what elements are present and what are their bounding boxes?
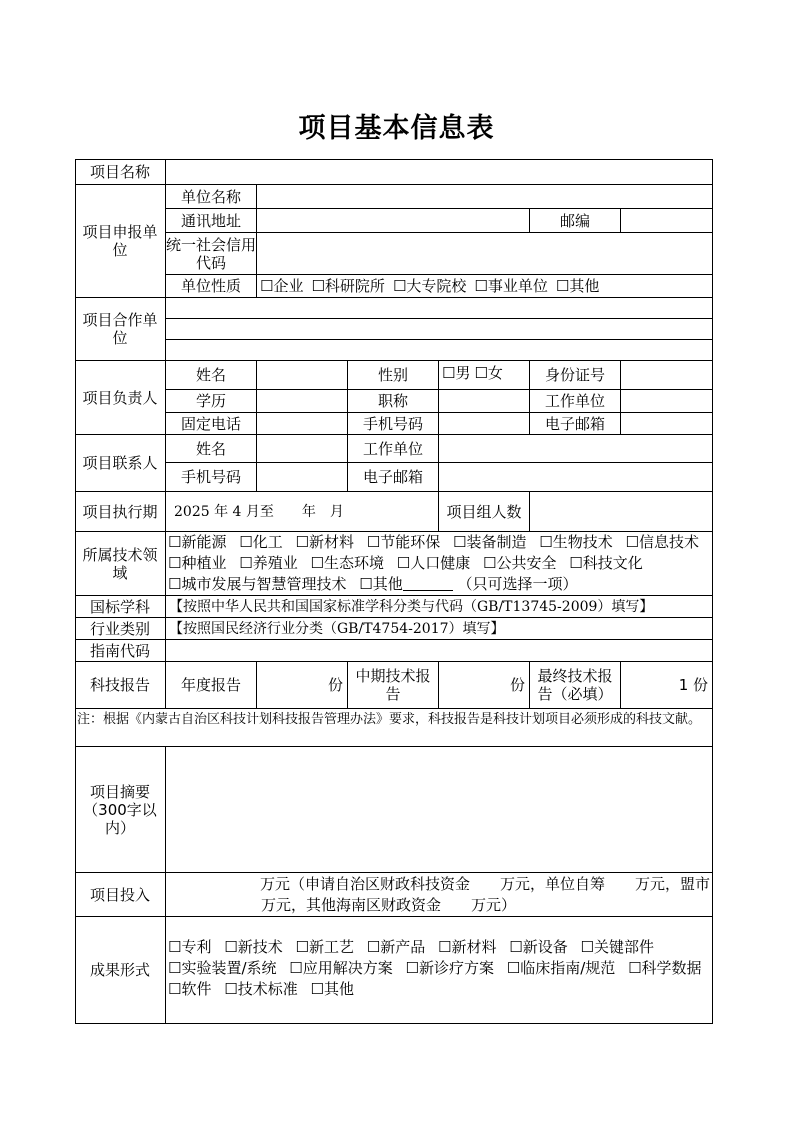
report-note: 注：根据《内蒙古自治区科技计划科技报告管理办法》要求，科技报告是科技计划项目必须形成的科技文献。: [77, 712, 702, 727]
field-contact-mobile[interactable]: [257, 463, 348, 492]
option-public-safety[interactable]: ☐公共安全: [483, 554, 557, 572]
other-blank-line[interactable]: [403, 576, 453, 591]
label-unit-nature: 单位性质: [166, 275, 257, 298]
option-equipment[interactable]: ☐装备制造: [453, 533, 527, 551]
label-discipline: 国标学科: [75, 596, 166, 618]
field-final-report-copies[interactable]: 1 份: [621, 662, 713, 709]
label-mid-report: 中期技术报告: [348, 662, 439, 709]
label-annual-report: 年度报告: [166, 662, 257, 709]
checkbox-icon: ☐: [310, 554, 324, 572]
label-contact-mobile: 手机号码: [166, 463, 257, 492]
field-unit-name[interactable]: [257, 185, 713, 209]
option-new-process[interactable]: ☐新工艺: [295, 938, 354, 956]
checkbox-icon: ☐: [366, 533, 381, 551]
field-id-number[interactable]: [621, 361, 713, 390]
label-contact-work-unit: 工作单位: [348, 435, 439, 463]
option-experiment-system[interactable]: ☐实验装置/系统: [168, 959, 277, 977]
option-outcome-new-material[interactable]: ☐新材料: [438, 938, 497, 956]
option-public-institution[interactable]: ☐事业单位: [474, 277, 548, 295]
checkbox-icon: ☐: [569, 554, 583, 572]
label-id-number: 身份证号: [530, 361, 621, 390]
checkbox-icon: ☐: [474, 364, 488, 382]
field-leader-name[interactable]: [257, 361, 348, 390]
option-college[interactable]: ☐大专院校: [392, 277, 467, 295]
label-industry: 行业类别: [75, 618, 166, 640]
checkbox-icon: ☐: [224, 938, 238, 956]
checkbox-icon: ☐: [453, 533, 467, 551]
label-abstract: 项目摘要（300字以内）: [75, 747, 166, 873]
option-sci-culture[interactable]: ☐科技文化: [569, 554, 643, 572]
checkbox-icon: ☐: [483, 554, 497, 572]
field-partner-unit-2[interactable]: [166, 319, 713, 340]
checkbox-icon: ☐: [509, 938, 523, 956]
checkbox-icon: ☐: [438, 938, 452, 956]
checkbox-icon: ☐: [289, 959, 303, 977]
label-final-report: 最终技术报告（必填）: [530, 662, 621, 709]
label-credit-code: 统一社会信用代码: [166, 233, 257, 275]
checkbox-icon: ☐: [539, 533, 553, 551]
label-contact-name: 姓名: [166, 435, 257, 463]
investment-line-1: 万元（申请自治区财政科技资金 万元，单位自筹 万元，盟市: [259, 875, 710, 893]
option-treatment[interactable]: ☐新诊疗方案: [405, 959, 495, 977]
checkbox-icon: ☐: [168, 575, 182, 593]
field-mid-report-copies[interactable]: 份: [439, 662, 530, 709]
option-breeding[interactable]: ☐养殖业: [239, 554, 298, 572]
field-partner-unit-1[interactable]: [166, 298, 713, 319]
checkbox-icon: ☐: [474, 277, 488, 295]
field-industry[interactable]: 【按照国民经济行业分类（GB/T4754-2017）填写】: [166, 618, 713, 640]
checkbox-icon: ☐: [580, 938, 594, 956]
option-ecology[interactable]: ☐生态环境: [310, 554, 384, 572]
option-biotech[interactable]: ☐生物技术: [539, 533, 613, 551]
option-other[interactable]: ☐其他: [555, 277, 600, 295]
label-landline: 固定电话: [166, 413, 257, 435]
checkbox-icon: ☐: [224, 980, 238, 998]
checkbox-icon: ☐: [295, 938, 309, 956]
option-info-tech[interactable]: ☐信息技术: [625, 533, 699, 551]
checkbox-icon: ☐: [168, 533, 182, 551]
label-unit-name: 单位名称: [166, 185, 257, 209]
investment-line-2: 万元，其他海南区财政资金 万元）: [261, 896, 517, 914]
form-title: 项目基本信息表: [298, 113, 495, 144]
gender-options: [439, 361, 530, 390]
checkbox-icon: ☐: [168, 554, 182, 572]
checkbox-icon: ☐: [310, 980, 324, 998]
checkbox-icon: ☐: [396, 554, 411, 572]
field-education[interactable]: [257, 390, 348, 413]
option-new-tech[interactable]: ☐新技术: [224, 938, 283, 956]
option-sci-data[interactable]: ☐科学数据: [628, 959, 702, 977]
checkbox-icon: ☐: [239, 554, 253, 572]
label-outcome: 成果形式: [75, 917, 166, 1024]
field-job-title[interactable]: [439, 390, 530, 413]
checkbox-icon: ☐: [311, 277, 325, 295]
label-leader-email: 电子邮箱: [530, 413, 621, 435]
checkbox-icon: ☐: [260, 277, 274, 295]
label-address: 通讯地址: [166, 209, 257, 233]
checkbox-icon: ☐: [168, 959, 182, 977]
label-leader-work-unit: 工作单位: [530, 390, 621, 413]
option-solution[interactable]: ☐应用解决方案: [289, 959, 393, 977]
checkbox-icon: ☐: [625, 533, 639, 551]
outcome-options: [166, 917, 713, 1024]
checkbox-icon: ☐: [628, 959, 642, 977]
field-guide-code[interactable]: [166, 640, 713, 662]
option-outcome-other[interactable]: ☐其他: [310, 980, 354, 998]
field-contact-name[interactable]: [257, 435, 348, 463]
option-clinical-guide[interactable]: ☐临床指南/规范: [506, 959, 616, 977]
checkbox-icon: ☐: [168, 938, 182, 956]
unit-nature-options: [257, 275, 713, 298]
label-education: 学历: [166, 390, 257, 413]
label-project-name: 项目名称: [75, 159, 166, 185]
option-energy-saving[interactable]: ☐节能环保: [366, 533, 441, 551]
field-contact-work-unit[interactable]: [439, 435, 713, 463]
field-leader-work-unit[interactable]: [621, 390, 713, 413]
label-leader-gender: 性别: [348, 361, 439, 390]
option-health[interactable]: ☐人口健康: [396, 554, 471, 572]
checkbox-icon: ☐: [295, 533, 309, 551]
label-postcode: 邮编: [530, 209, 621, 233]
option-enterprise[interactable]: ☐企业: [260, 277, 304, 295]
field-contact-email[interactable]: [439, 463, 713, 492]
checkbox-icon: ☐: [506, 959, 521, 977]
field-address[interactable]: [257, 209, 530, 233]
field-investment[interactable]: [166, 873, 713, 917]
option-key-component[interactable]: ☐关键部件: [580, 938, 654, 956]
checkbox-icon: ☐: [359, 575, 373, 593]
field-team-size[interactable]: [530, 492, 713, 532]
tech-field-note: （只可选择一项）: [457, 575, 578, 593]
field-postcode[interactable]: [621, 209, 713, 233]
checkbox-icon: ☐: [442, 364, 456, 382]
label-team-size: 项目组人数: [439, 492, 530, 532]
checkbox-icon: ☐: [239, 533, 253, 551]
checkbox-icon: ☐: [168, 980, 182, 998]
label-period: 项目执行期: [75, 492, 166, 532]
label-contact-email: 电子邮箱: [348, 463, 439, 492]
tech-field-options: [166, 532, 713, 596]
field-project-name[interactable]: [166, 159, 713, 185]
label-leader-mobile: 手机号码: [348, 413, 439, 435]
label-tech-field: 所属技术领域: [75, 532, 166, 596]
field-landline[interactable]: [257, 413, 348, 435]
label-tech-report: 科技报告: [75, 662, 166, 709]
field-partner-unit-3[interactable]: [166, 340, 713, 361]
option-new-material[interactable]: ☐新材料: [295, 533, 354, 551]
field-abstract[interactable]: [166, 747, 713, 873]
label-contact: 项目联系人: [75, 435, 166, 492]
checkbox-icon: ☐: [366, 938, 381, 956]
note-row: [75, 709, 713, 747]
field-annual-report-copies[interactable]: 份: [257, 662, 348, 709]
option-new-device[interactable]: ☐新设备: [509, 938, 568, 956]
option-new-energy[interactable]: ☐新能源: [168, 533, 227, 551]
option-planting[interactable]: ☐种植业: [168, 554, 227, 572]
project-info-form: [75, 159, 713, 1024]
label-job-title: 职称: [348, 390, 439, 413]
label-leader-name: 姓名: [166, 361, 257, 390]
field-period[interactable]: 2025 年 4 月至 年 月: [166, 492, 439, 532]
field-leader-mobile[interactable]: [439, 413, 530, 435]
field-discipline[interactable]: 【按照中华人民共和国国家标准学科分类与代码（GB/T13745-2009）填写】: [166, 596, 713, 618]
field-leader-email[interactable]: [621, 413, 713, 435]
option-male[interactable]: ☐男: [442, 364, 471, 382]
checkbox-icon: ☐: [392, 277, 407, 295]
option-research-institute[interactable]: ☐科研院所: [311, 277, 385, 295]
label-investment: 项目投入: [75, 873, 166, 917]
option-patent[interactable]: ☐专利: [168, 938, 212, 956]
label-partner-unit: 项目合作单位: [75, 298, 166, 361]
option-tech-other[interactable]: ☐其他: [359, 575, 452, 593]
label-leader: 项目负责人: [75, 361, 166, 435]
checkbox-icon: ☐: [555, 277, 570, 295]
option-chemical[interactable]: ☐化工: [239, 533, 283, 551]
label-applicant-unit: 项目申报单位: [75, 185, 166, 298]
option-new-product[interactable]: ☐新产品: [366, 938, 426, 956]
option-female[interactable]: ☐女: [474, 364, 503, 382]
option-smart-city[interactable]: ☐城市发展与智慧管理技术: [168, 575, 347, 593]
label-guide-code: 指南代码: [75, 640, 166, 662]
field-credit-code[interactable]: [257, 233, 713, 275]
option-tech-standard[interactable]: ☐技术标准: [224, 980, 298, 998]
checkbox-icon: ☐: [405, 959, 419, 977]
option-software[interactable]: ☐软件: [168, 980, 212, 998]
